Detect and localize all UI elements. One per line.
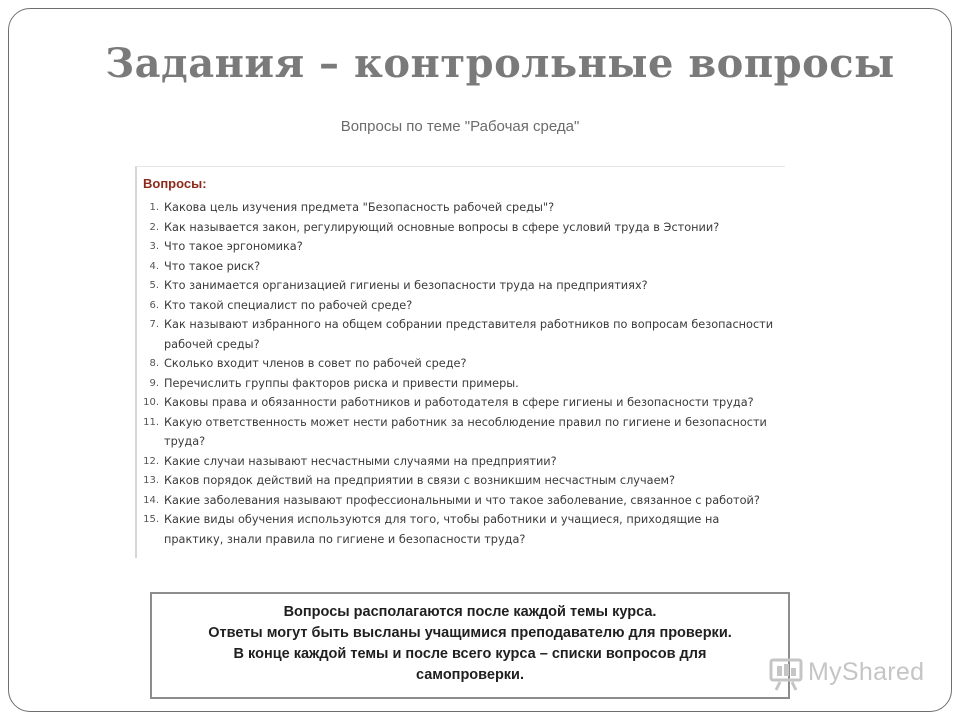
question-line: Перечислить группы факторов риска и привести примеры. (164, 376, 519, 390)
question-text (164, 237, 779, 257)
question-item (137, 393, 777, 413)
question-text (164, 491, 779, 511)
note-box (150, 592, 790, 699)
presentation-board-icon (768, 656, 804, 692)
question-item (137, 276, 777, 296)
question-line: Каков порядок действий на предприятии в связи с возникшим несчастным случаем? (164, 474, 676, 487)
note-line: Вопросы располагаются после каждой темы курса. (283, 604, 657, 620)
question-item (137, 198, 777, 218)
question-text (164, 471, 779, 491)
watermark-text: MyShared (808, 658, 925, 686)
question-number: 1. (149, 202, 159, 213)
question-item (137, 413, 777, 452)
question-text (164, 354, 779, 374)
embedded-screenshot (135, 110, 785, 558)
question-line: практику, знали правила по гигиене и безопасности труда? (164, 532, 526, 546)
question-number: 5. (149, 280, 159, 291)
question-number: 6. (149, 299, 159, 311)
screenshot-caption: Вопросы по теме "Рабочая среда" (340, 118, 580, 135)
question-line: Что такое эргономика? (164, 240, 303, 253)
question-number: 14. (143, 494, 159, 506)
question-line: Сколько входит членов в совет по рабочей среде? (164, 357, 467, 370)
question-number: 4. (149, 260, 159, 272)
question-text (164, 257, 779, 277)
question-item (137, 296, 777, 316)
question-number: 9. (149, 377, 159, 389)
question-line: Кто такой специалист по рабочей среде? (164, 298, 413, 312)
question-item (137, 471, 777, 491)
slide-title: Задания – контрольные вопросы (105, 40, 895, 87)
question-number: 15. (143, 514, 159, 525)
question-line: Какую ответственность может нести работник за несоблюдение правил по гигиене и безопасности (164, 415, 767, 429)
question-text (164, 374, 779, 394)
question-line: Какова цель изучения предмета "Безопасность рабочей среды"? (164, 201, 555, 214)
note-line: Ответы могут быть высланы учащимися преподавателю для проверки. (208, 625, 732, 641)
question-text (164, 315, 779, 354)
question-item (137, 354, 777, 374)
question-number: 3. (149, 241, 159, 252)
question-line: Как называют избранного на общем собрании представителя работников по вопросам безопасности (164, 318, 774, 331)
note-line: самопроверки. (415, 667, 524, 683)
question-number: 2. (149, 221, 159, 233)
question-number: 10. (143, 397, 159, 408)
question-line: Что такое риск? (164, 259, 261, 273)
question-number: 12. (143, 455, 159, 467)
question-line: рабочей среды? (164, 337, 260, 351)
question-line: Каковы права и обязанности работников и работодателя в сфере гигиены и безопасности труда? (164, 396, 754, 409)
question-item (137, 237, 777, 257)
question-line: Какие случаи называют несчастными случаями на предприятии? (164, 454, 557, 468)
question-text (164, 218, 779, 238)
question-line: Какие заболевания называют профессиональными и что такое заболевание, связанное с работой? (164, 493, 760, 507)
note-line: В конце каждой темы и после всего курса – списки вопросов для (233, 646, 707, 662)
question-text (164, 510, 779, 549)
questions-panel (135, 166, 785, 558)
question-line: Как называется закон, регулирующий основные вопросы в сфере условий труда в Эстонии? (164, 220, 720, 234)
question-text (164, 276, 779, 296)
watermark (768, 656, 938, 692)
question-item (137, 452, 777, 472)
question-line: Кто занимается организацией гигиены и безопасности труда на предприятиях? (164, 279, 648, 292)
question-item (137, 257, 777, 277)
question-text (164, 393, 779, 413)
questions-heading: Вопросы: (143, 176, 207, 191)
question-item (137, 491, 777, 511)
question-number: 8. (149, 358, 159, 369)
question-item (137, 510, 777, 549)
question-text (164, 413, 779, 452)
question-number: 13. (143, 475, 159, 486)
question-number: 11. (143, 416, 159, 428)
question-item (137, 374, 777, 394)
question-text (164, 296, 779, 316)
question-number: 7. (149, 319, 159, 330)
question-text (164, 452, 779, 472)
question-item (137, 315, 777, 354)
question-item (137, 218, 777, 238)
question-line: труда? (164, 435, 206, 448)
question-line: Какие виды обучения используются для того, чтобы работники и учащиеся, приходящие на (164, 513, 720, 526)
question-text (164, 198, 779, 218)
